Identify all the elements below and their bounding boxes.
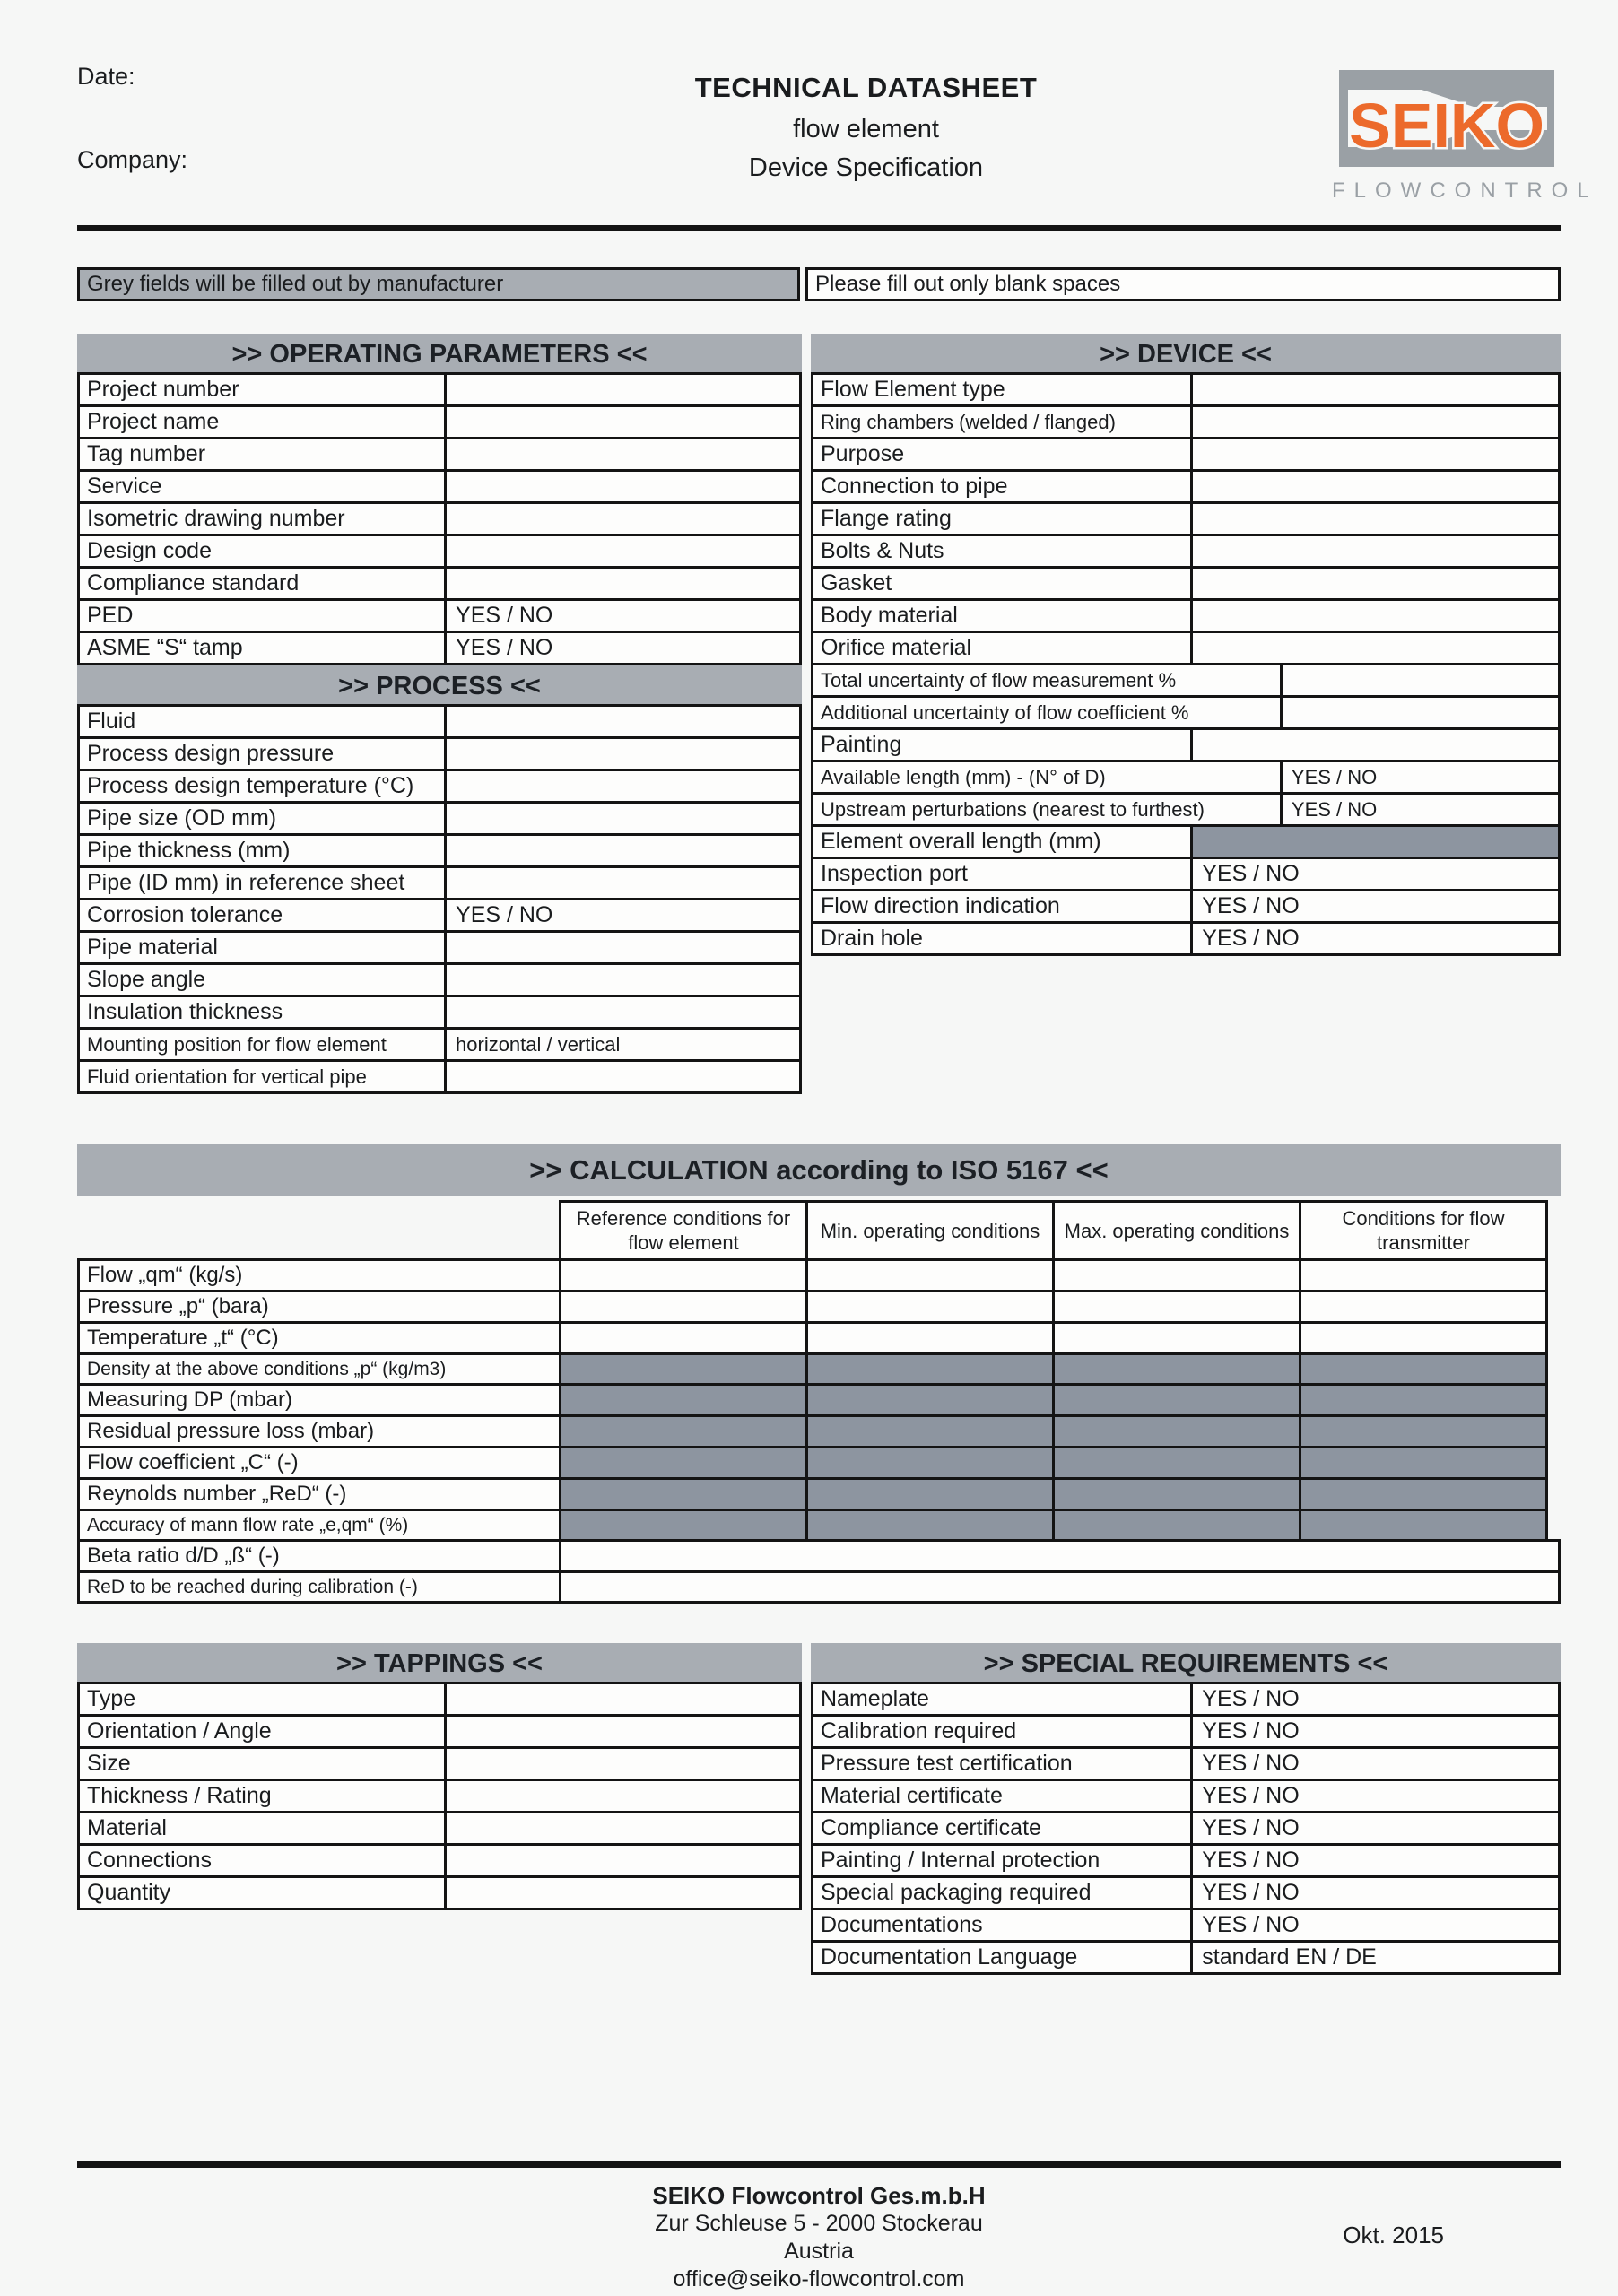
table-row [77, 534, 802, 569]
calc-manufacturer-field [559, 1414, 808, 1448]
footer-address: Zur Schleuse 5 - 2000 Stockerau [655, 2211, 983, 2236]
row-blank-field [447, 1781, 799, 1811]
row-label: Fluid [80, 707, 447, 736]
table-row [811, 1714, 1561, 1749]
footer-company: SEIKO Flowcontrol Ges.m.b.H [652, 2182, 986, 2209]
calc-blank-field [559, 1258, 808, 1292]
calc-manufacturer-field [559, 1509, 808, 1542]
row-blank-field [447, 836, 799, 865]
header-left [77, 63, 400, 204]
section-header-tappings: >> TAPPINGS << [77, 1643, 802, 1684]
row-label: Pipe thickness (mm) [80, 836, 447, 865]
calc-manufacturer-field [805, 1352, 1055, 1386]
calc-row-label: Flow „qm“ (kg/s) [77, 1258, 561, 1292]
table-row [811, 760, 1561, 795]
row-label: Project name [80, 407, 447, 437]
row-label: Pipe material [80, 933, 447, 962]
row-label: Body material [813, 601, 1193, 631]
document-subtitle: flow element [793, 115, 939, 144]
table-row [811, 1875, 1561, 1910]
calc-row-label: ReD to be reached during calibration (-) [77, 1570, 561, 1604]
table-row [77, 995, 802, 1030]
table-row [77, 1714, 802, 1749]
right-column [811, 334, 1561, 956]
row-label: Pipe (ID mm) in reference sheet [80, 868, 447, 898]
row-label: Type [80, 1684, 447, 1714]
table-row [811, 695, 1561, 730]
row-blank-field [1193, 375, 1558, 404]
row-blank-field [447, 439, 799, 469]
lower-tables [77, 1643, 1561, 1975]
calc-row-label: Measuring DP (mbar) [77, 1383, 561, 1417]
date-label: Date: [77, 63, 135, 90]
calc-manufacturer-field [559, 1477, 808, 1511]
table-row [811, 792, 1561, 827]
table-row [811, 824, 1561, 859]
row-label: Service [80, 472, 447, 501]
calc-row [77, 1290, 1561, 1324]
calc-row [77, 1570, 1561, 1604]
row-value: YES / NO [1202, 1686, 1300, 1711]
row-value: YES / NO [1202, 1783, 1300, 1808]
manufacturer-field [1193, 827, 1558, 857]
row-label: ASME “S“ tamp [80, 633, 447, 663]
table-row [811, 1843, 1561, 1878]
row-value: YES / NO [1202, 1912, 1300, 1937]
row-label: Slope angle [80, 965, 447, 995]
row-value: YES / NO [1291, 797, 1378, 821]
table-row [811, 1682, 1561, 1717]
table-row [77, 769, 802, 804]
row-label: Orientation / Angle [80, 1717, 447, 1746]
table-row [77, 962, 802, 997]
table-row [811, 727, 1561, 762]
table-row [77, 404, 802, 439]
table-row [77, 865, 802, 900]
special-column [811, 1643, 1561, 1975]
row-blank-field [1283, 698, 1558, 727]
row-label: Ring chambers (welded / flanged) [813, 407, 1193, 437]
calc-blank-field [1052, 1258, 1301, 1292]
calc-row [77, 1258, 1561, 1292]
row-label: Connections [80, 1846, 447, 1875]
row-blank-field [447, 1717, 799, 1746]
calc-manufacturer-field [1052, 1383, 1301, 1417]
calc-row [77, 1509, 1561, 1542]
row-label: Orifice material [813, 633, 1193, 663]
row-value: YES / NO [456, 603, 553, 628]
table-row [77, 1811, 802, 1846]
row-label: Compliance certificate [813, 1813, 1193, 1843]
row-blank-field [447, 407, 799, 437]
row-value: YES / NO [456, 902, 553, 927]
calc-manufacturer-field [805, 1509, 1055, 1542]
row-blank-field [447, 569, 799, 598]
process-table [77, 704, 802, 1094]
row-value: YES / NO [1202, 1815, 1300, 1840]
calc-blank-field [805, 1290, 1055, 1324]
table-row [811, 857, 1561, 891]
table-row [77, 736, 802, 771]
row-blank-field [447, 771, 799, 801]
row-label: Quantity [80, 1878, 447, 1908]
row-blank-field [447, 1749, 799, 1779]
calc-merged-blank-field [559, 1570, 1561, 1604]
table-row [811, 437, 1561, 472]
calc-row [77, 1352, 1561, 1386]
calc-manufacturer-field [559, 1383, 808, 1417]
special-requirements-table [811, 1682, 1561, 1975]
calc-row [77, 1539, 1561, 1573]
operating-table [77, 372, 802, 665]
calc-blank-field [805, 1258, 1055, 1292]
row-blank-field [447, 1878, 799, 1908]
row-label: Calibration required [813, 1717, 1193, 1746]
row-label: Material [80, 1813, 447, 1843]
row-label: Tag number [80, 439, 447, 469]
calc-row [77, 1414, 1561, 1448]
row-blank-field [1193, 407, 1558, 437]
footer-rule [77, 2161, 1561, 2168]
table-row [77, 631, 802, 665]
calc-manufacturer-field [1052, 1477, 1301, 1511]
table-row [811, 598, 1561, 633]
table-row [77, 1875, 802, 1910]
calc-manufacturer-field [1299, 1509, 1548, 1542]
row-label: Pipe size (OD mm) [80, 804, 447, 833]
table-row [77, 1059, 802, 1094]
left-column [77, 334, 802, 1094]
calc-manufacturer-field [1052, 1414, 1301, 1448]
table-row [77, 1027, 802, 1062]
document-type: Device Specification [748, 153, 984, 182]
row-value: YES / NO [456, 635, 553, 660]
calc-column-header: Conditions for flow transmitter [1299, 1200, 1548, 1261]
calc-blank-field [1299, 1290, 1548, 1324]
table-row [811, 1746, 1561, 1781]
table-row [77, 1746, 802, 1781]
row-blank-field [447, 997, 799, 1027]
calc-blank-field [559, 1290, 808, 1324]
row-blank-field [447, 965, 799, 995]
row-label: Material certificate [813, 1781, 1193, 1811]
calc-manufacturer-field [559, 1446, 808, 1480]
table-row [811, 501, 1561, 536]
row-label: Total uncertainty of flow measurement % [813, 665, 1283, 695]
calc-row-label: Reynolds number „ReD“ (-) [77, 1477, 561, 1511]
row-blank-field [447, 504, 799, 534]
tappings-column [77, 1643, 802, 1910]
row-blank-field [447, 472, 799, 501]
table-row [77, 1843, 802, 1878]
row-label: PED [80, 601, 447, 631]
row-label: Nameplate [813, 1684, 1193, 1714]
calc-manufacturer-field [1299, 1414, 1548, 1448]
section-header-operating: >> OPERATING PARAMETERS << [77, 334, 802, 375]
section-header-calculation: >> CALCULATION according to ISO 5167 << [77, 1144, 1561, 1196]
calc-blank-field [1299, 1321, 1548, 1355]
row-label: Process design temperature (°C) [80, 771, 447, 801]
calc-row [77, 1321, 1561, 1355]
row-label: Element overall length (mm) [813, 827, 1193, 857]
row-value: horizontal / vertical [456, 1032, 621, 1056]
row-blank-field [1193, 504, 1558, 534]
calc-row-label: Temperature „t“ (°C) [77, 1321, 561, 1355]
calc-blank-field [1052, 1321, 1301, 1355]
calculation-table [77, 1258, 1561, 1604]
calc-manufacturer-field [805, 1414, 1055, 1448]
table-row [811, 1908, 1561, 1943]
calc-header-spacer [77, 1200, 561, 1261]
table-row [77, 833, 802, 868]
row-value: YES / NO [1202, 1880, 1300, 1905]
row-blank-field [1193, 730, 1558, 760]
row-value: YES / NO [1202, 861, 1300, 886]
calc-blank-field [805, 1321, 1055, 1355]
row-blank-field [447, 1813, 799, 1843]
row-value: YES / NO [1202, 926, 1300, 951]
calc-row-label: Pressure „p“ (bara) [77, 1290, 561, 1324]
table-row [811, 1940, 1561, 1975]
row-label: Flow Element type [813, 375, 1193, 404]
calc-column-header: Reference conditions for flow element [559, 1200, 808, 1261]
row-blank-field [447, 707, 799, 736]
table-row [77, 1779, 802, 1813]
table-row [77, 501, 802, 536]
calc-row [77, 1477, 1561, 1511]
logo-subtext: FLOWCONTROL [1332, 178, 1598, 203]
calc-manufacturer-field [1052, 1352, 1301, 1386]
table-row [77, 437, 802, 472]
title-block [400, 72, 1332, 204]
calc-row-label: Flow coefficient „C“ (-) [77, 1446, 561, 1480]
calc-row-label: Beta ratio d/D „ß“ (-) [77, 1539, 561, 1573]
seiko-logo [1332, 65, 1598, 204]
row-blank-field [447, 1062, 799, 1091]
logo-venturi-icon [1332, 65, 1561, 172]
row-blank-field [1193, 536, 1558, 566]
row-label: Isometric drawing number [80, 504, 447, 534]
row-label: Insulation thickness [80, 997, 447, 1027]
row-label: Gasket [813, 569, 1193, 598]
row-blank-field [1193, 472, 1558, 501]
company-label: Company: [77, 146, 188, 173]
calc-blank-field [559, 1321, 808, 1355]
row-blank-field [1193, 633, 1558, 663]
table-row [77, 704, 802, 739]
table-row [77, 598, 802, 633]
row-value: YES / NO [1202, 1718, 1300, 1744]
row-label: Documentation Language [813, 1943, 1193, 1972]
table-row [811, 1811, 1561, 1846]
header-rule [77, 225, 1561, 231]
calculation-section [77, 1144, 1561, 1604]
calc-manufacturer-field [805, 1446, 1055, 1480]
row-label: Additional uncertainty of flow coefficient % [813, 698, 1283, 727]
row-value: YES / NO [1202, 1848, 1300, 1873]
footer [77, 2182, 1561, 2293]
row-label: Size [80, 1749, 447, 1779]
row-value: YES / NO [1291, 765, 1378, 788]
calc-manufacturer-field [1052, 1446, 1301, 1480]
row-label: Connection to pipe [813, 472, 1193, 501]
customer-note: Please fill out only blank spaces [805, 267, 1561, 301]
row-blank-field [447, 739, 799, 769]
table-row [77, 469, 802, 504]
calc-manufacturer-field [1052, 1509, 1301, 1542]
table-row [811, 889, 1561, 924]
document-title: TECHNICAL DATASHEET [694, 72, 1038, 103]
calc-manufacturer-field [1299, 1477, 1548, 1511]
row-blank-field [447, 804, 799, 833]
row-blank-field [447, 1846, 799, 1875]
table-row [811, 921, 1561, 956]
tappings-table [77, 1682, 802, 1910]
row-label: Available length (mm) - (N° of D) [813, 762, 1283, 792]
table-row [77, 898, 802, 933]
row-label: Process design pressure [80, 739, 447, 769]
row-label: Painting [813, 730, 1193, 760]
calc-merged-blank-field [559, 1539, 1561, 1573]
calc-manufacturer-field [805, 1383, 1055, 1417]
row-label: Bolts & Nuts [813, 536, 1193, 566]
table-row [77, 930, 802, 965]
row-value: standard EN / DE [1202, 1944, 1377, 1970]
row-blank-field [1193, 601, 1558, 631]
row-label: Documentations [813, 1910, 1193, 1940]
row-label: Corrosion tolerance [80, 900, 447, 930]
row-label: Flange rating [813, 504, 1193, 534]
row-label: Upstream perturbations (nearest to furthest) [813, 795, 1283, 824]
upper-tables [77, 334, 1561, 1094]
table-row [811, 663, 1561, 698]
row-label: Fluid orientation for vertical pipe [80, 1062, 447, 1091]
table-row [811, 631, 1561, 665]
row-label: Mounting position for flow element [80, 1030, 447, 1059]
section-header-process: >> PROCESS << [77, 665, 802, 707]
calc-row-label: Density at the above conditions „p“ (kg/m3) [77, 1352, 561, 1386]
footer-country: Austria [784, 2239, 854, 2264]
device-table [811, 372, 1561, 956]
row-blank-field [447, 933, 799, 962]
calc-blank-field [1299, 1258, 1548, 1292]
table-row [811, 534, 1561, 569]
table-row [811, 566, 1561, 601]
calc-row-label: Residual pressure loss (mbar) [77, 1414, 561, 1448]
row-blank-field [447, 375, 799, 404]
footer-email: office@seiko-flowcontrol.com [673, 2266, 965, 2292]
table-row [811, 372, 1561, 407]
manufacturer-note: Grey fields will be filled out by manufacturer [77, 267, 800, 301]
row-label: Purpose [813, 439, 1193, 469]
calc-manufacturer-field [559, 1352, 808, 1386]
table-row [77, 566, 802, 601]
calc-manufacturer-field [1299, 1446, 1548, 1480]
table-row [811, 1779, 1561, 1813]
row-label: Flow direction indication [813, 891, 1193, 921]
calc-row [77, 1446, 1561, 1480]
calc-manufacturer-field [1299, 1383, 1548, 1417]
notice-row [77, 267, 1561, 301]
calculation-column-headers [77, 1200, 1561, 1261]
row-label: Inspection port [813, 859, 1193, 889]
row-label: Thickness / Rating [80, 1781, 447, 1811]
calc-column-header: Max. operating conditions [1052, 1200, 1301, 1261]
calc-row [77, 1383, 1561, 1417]
row-label: Special packaging required [813, 1878, 1193, 1908]
row-label: Project number [80, 375, 447, 404]
table-row [77, 372, 802, 407]
row-label: Pressure test certification [813, 1749, 1193, 1779]
row-blank-field [1283, 665, 1558, 695]
section-header-special: >> SPECIAL REQUIREMENTS << [811, 1643, 1561, 1684]
calc-row-label: Accuracy of mann flow rate „e,qm“ (%) [77, 1509, 561, 1542]
row-label: Design code [80, 536, 447, 566]
table-row [811, 404, 1561, 439]
table-row [811, 469, 1561, 504]
row-value: YES / NO [1202, 893, 1300, 918]
row-blank-field [1193, 439, 1558, 469]
row-blank-field [1193, 569, 1558, 598]
row-label: Drain hole [813, 924, 1193, 953]
row-value: YES / NO [1202, 1751, 1300, 1776]
row-blank-field [447, 868, 799, 898]
section-header-device: >> DEVICE << [811, 334, 1561, 375]
header [77, 63, 1598, 204]
row-blank-field [447, 536, 799, 566]
calc-blank-field [1052, 1290, 1301, 1324]
footer-issue-date: Okt. 2015 [1343, 2222, 1444, 2248]
row-label: Compliance standard [80, 569, 447, 598]
calc-manufacturer-field [805, 1477, 1055, 1511]
calc-manufacturer-field [1299, 1352, 1548, 1386]
logo-brand: SEIKO [1349, 91, 1544, 161]
calc-column-header: Min. operating conditions [805, 1200, 1055, 1261]
table-row [77, 801, 802, 836]
row-blank-field [447, 1684, 799, 1714]
row-label: Painting / Internal protection [813, 1846, 1193, 1875]
table-row [77, 1682, 802, 1717]
